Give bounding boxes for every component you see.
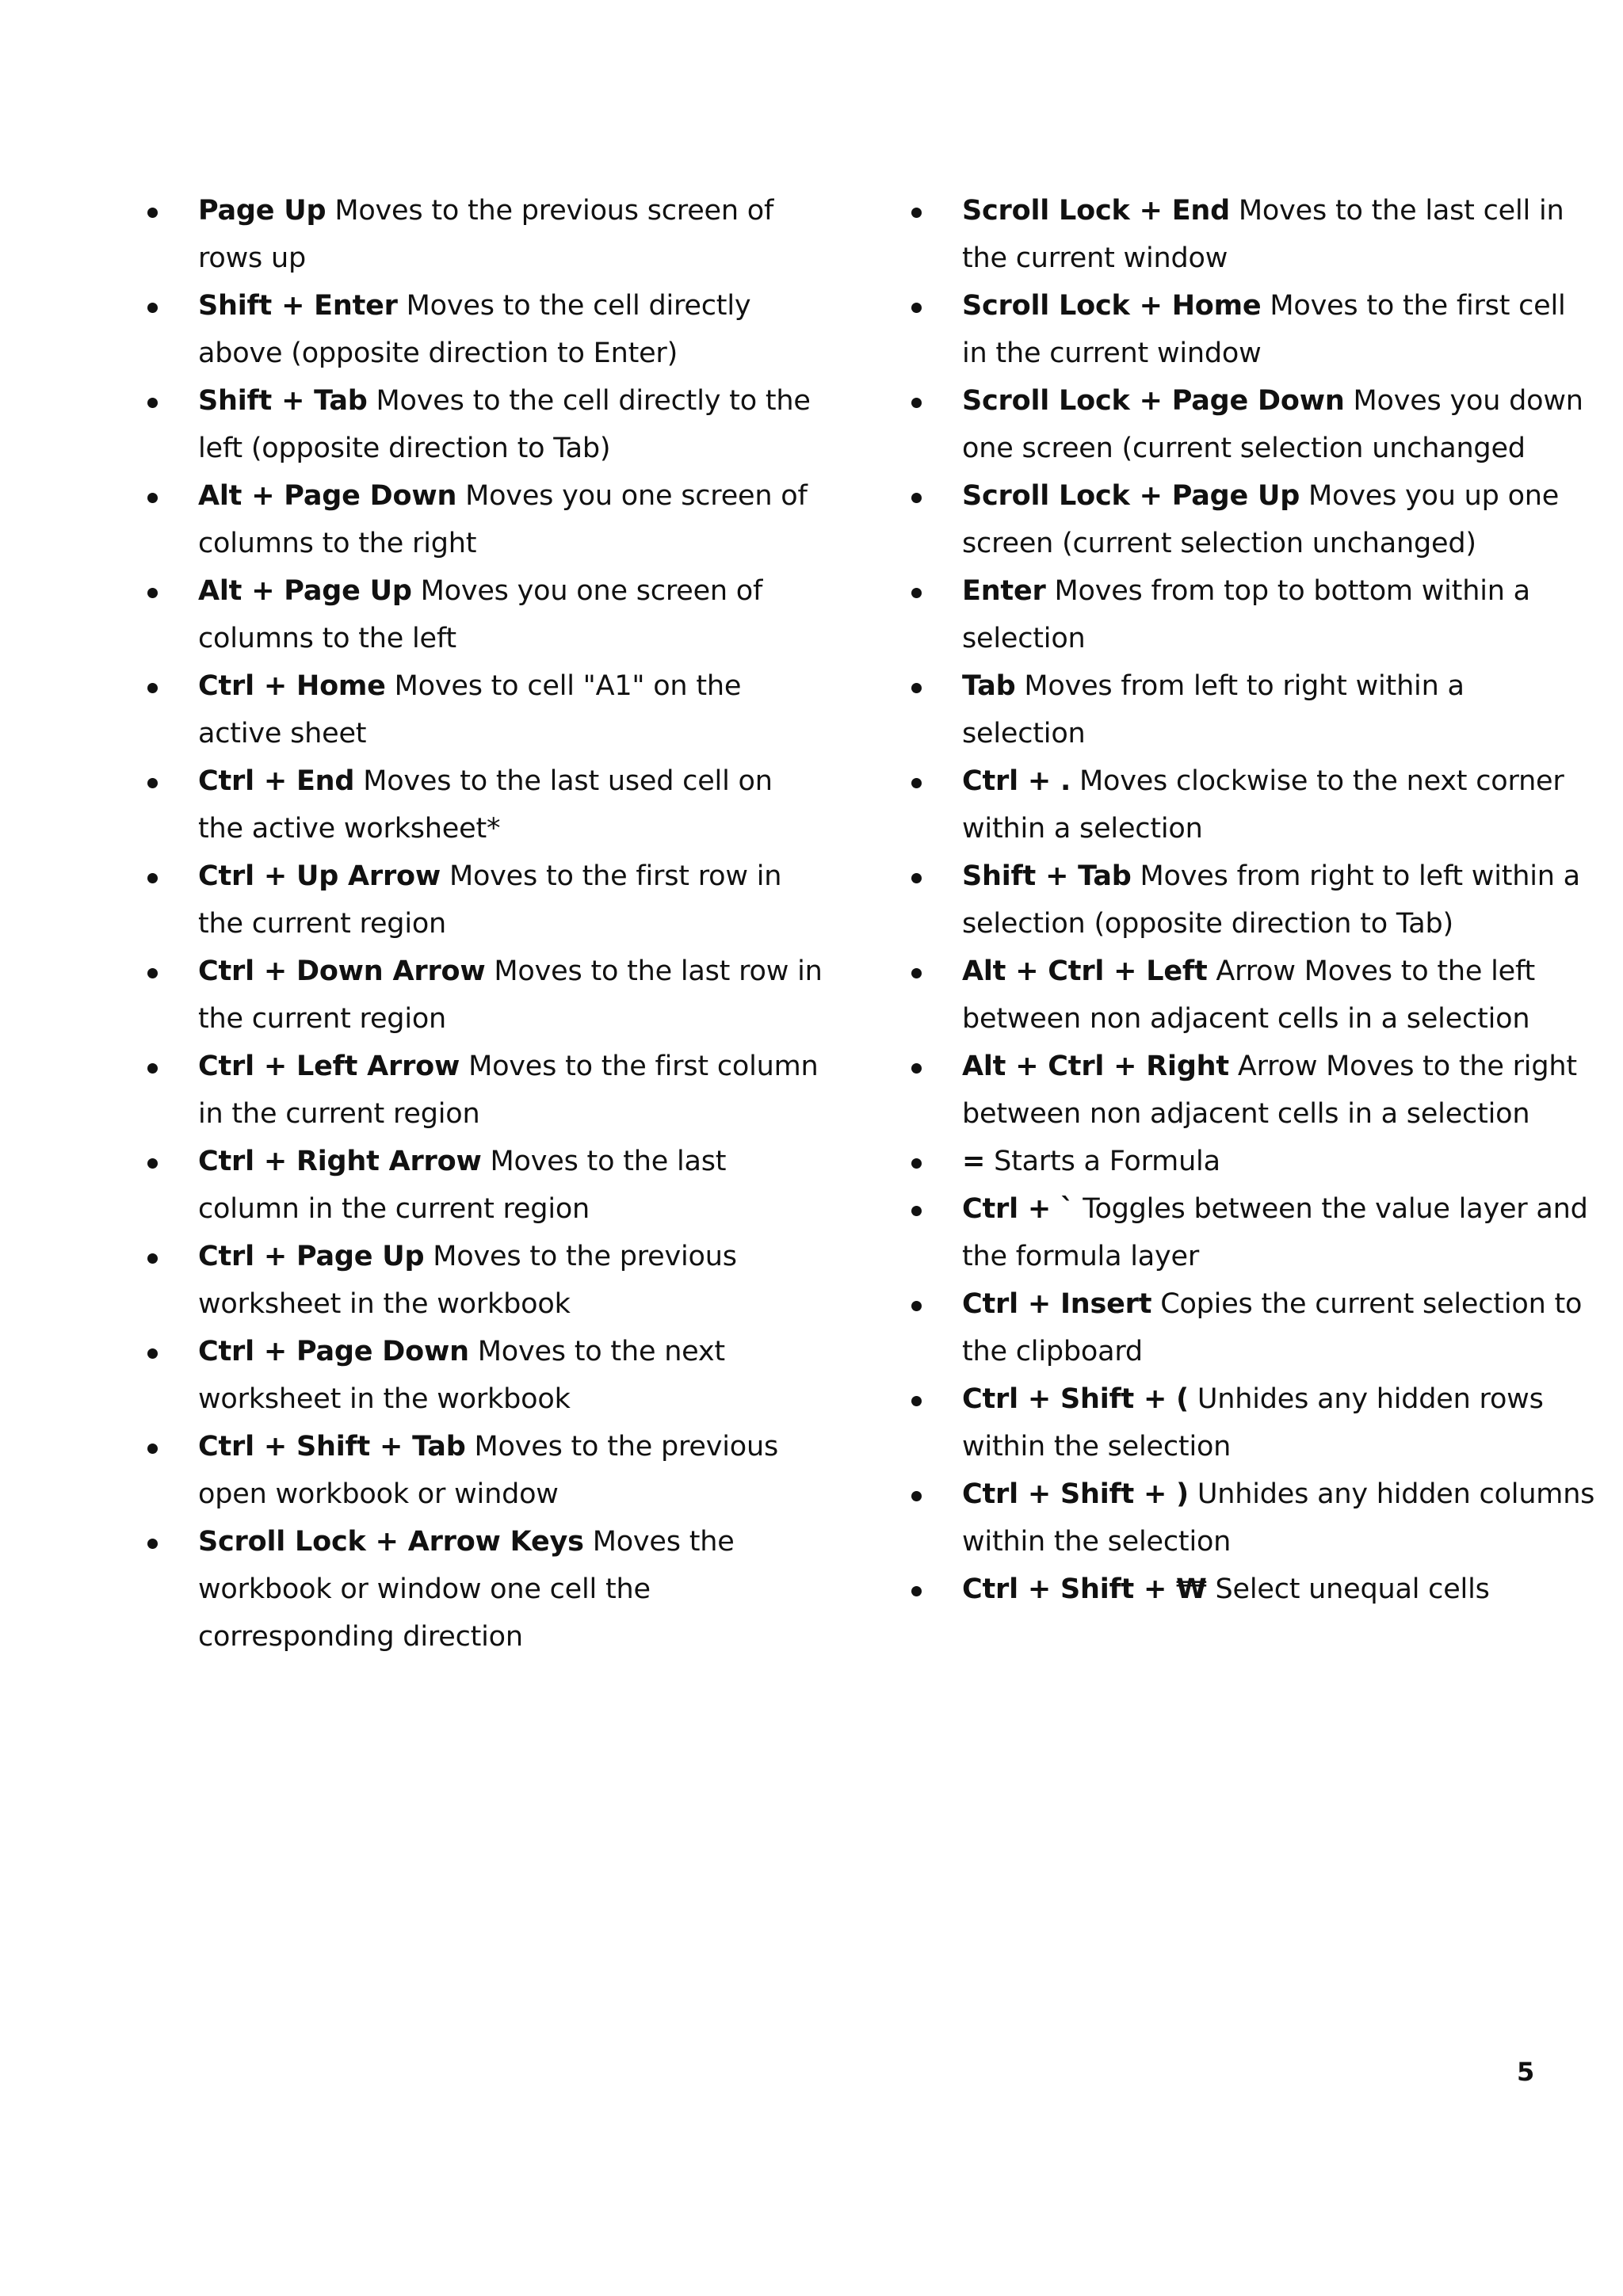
- shortcut-text: Toggles between the value layer and: [1074, 1193, 1588, 1225]
- item-continuation: worksheet in the workbook: [198, 1383, 571, 1415]
- list-item: [911, 1280, 1583, 1375]
- item-continuation: workbook or window one cell the: [198, 1573, 651, 1605]
- item-continuation: in the current window: [962, 338, 1262, 369]
- bullet-icon: [147, 208, 158, 218]
- item-continuation: columns to the left: [198, 623, 456, 654]
- item-continuation: within a selection: [962, 813, 1203, 845]
- bullet-icon: [911, 588, 922, 598]
- shortcut-key: Scroll Lock + Page Down: [962, 385, 1345, 417]
- item-continuation: the current region: [198, 1003, 447, 1035]
- list-item: [911, 1470, 1595, 1566]
- item-line: [198, 1138, 797, 1185]
- item-continuation: screen (current selection unchanged): [962, 528, 1476, 559]
- shortcut-text: Moves to the last used cell on: [354, 765, 773, 797]
- item-line: [962, 282, 1566, 330]
- list-item: [147, 377, 811, 472]
- item-line: [962, 757, 1564, 805]
- shortcut-text: Moves you up one: [1300, 480, 1560, 512]
- list-item: [911, 1566, 1545, 1613]
- shortcut-text: Moves you one screen of: [456, 480, 808, 512]
- shortcut-text: Starts a Formula: [985, 1146, 1220, 1177]
- shortcut-key: Page Up: [198, 195, 327, 227]
- bullet-icon: [911, 208, 922, 218]
- item-line: [962, 187, 1564, 235]
- shortcut-key: Ctrl + End: [198, 765, 355, 797]
- item-continuation: within the selection: [962, 1526, 1232, 1558]
- shortcut-key: Ctrl + Shift + ₩: [962, 1573, 1207, 1605]
- bullet-icon: [911, 778, 922, 788]
- shortcut-key: Shift + Tab: [962, 860, 1132, 892]
- item-continuation: open workbook or window: [198, 1478, 559, 1510]
- bullet-icon: [147, 493, 158, 503]
- item-line: [962, 377, 1583, 425]
- shortcut-text: Arrow Moves to the left: [1207, 955, 1536, 987]
- shortcut-key: Alt + Page Up: [198, 575, 412, 607]
- item-line: [962, 1470, 1595, 1518]
- item-line: [962, 1043, 1577, 1090]
- item-continuation: the current window: [962, 242, 1228, 274]
- shortcut-text: Select unequal cells: [1206, 1573, 1490, 1605]
- item-continuation: the active worksheet*: [198, 813, 501, 845]
- bullet-icon: [911, 1206, 922, 1216]
- shortcut-key: Ctrl + `: [962, 1193, 1075, 1225]
- shortcut-text: Moves to cell "A1" on the: [385, 670, 742, 702]
- shortcut-text: Moves to the next: [468, 1336, 725, 1367]
- shortcut-text: Copies the current selection to: [1151, 1288, 1583, 1320]
- item-continuation: the formula layer: [962, 1241, 1200, 1272]
- item-line: [198, 187, 797, 235]
- bullet-icon: [911, 683, 922, 693]
- shortcut-key: Ctrl + Up Arrow: [198, 860, 441, 892]
- list-item: [147, 948, 823, 1043]
- list-item: [911, 1375, 1545, 1470]
- shortcut-key: Ctrl + Shift + ): [962, 1478, 1189, 1510]
- bullet-icon: [911, 493, 922, 503]
- bullet-icon: [911, 398, 922, 408]
- list-item: [147, 1138, 797, 1233]
- shortcut-text: Moves to the last row in: [485, 955, 823, 987]
- bullet-icon: [147, 398, 158, 408]
- bullet-icon: [147, 1253, 158, 1264]
- shortcut-key: Scroll Lock + End: [962, 195, 1230, 227]
- shortcut-key: Alt + Ctrl + Right: [962, 1051, 1229, 1082]
- item-line: [198, 1328, 797, 1375]
- shortcut-text: Unhides any hidden columns: [1188, 1478, 1595, 1510]
- bullet-icon: [147, 1444, 158, 1454]
- shortcut-key: Ctrl + Shift + (: [962, 1383, 1189, 1415]
- shortcut-text: Moves to the first cell: [1261, 290, 1566, 322]
- shortcut-key: Scroll Lock + Page Up: [962, 480, 1300, 512]
- item-continuation: active sheet: [198, 718, 367, 749]
- item-line: [962, 567, 1545, 615]
- bullet-icon: [911, 303, 922, 313]
- item-line: [962, 948, 1545, 995]
- list-item: [911, 567, 1545, 662]
- list-item: [911, 948, 1545, 1043]
- item-continuation: columns to the right: [198, 528, 477, 559]
- list-item: [147, 282, 797, 377]
- bullet-icon: [911, 1586, 922, 1596]
- bullet-icon: [911, 1063, 922, 1074]
- bullet-icon: [147, 683, 158, 693]
- item-continuation: corresponding direction: [198, 1621, 523, 1653]
- shortcut-key: Ctrl + Page Up: [198, 1241, 425, 1272]
- item-line: [962, 1280, 1583, 1328]
- item-line: [198, 377, 811, 425]
- list-item: [911, 852, 1580, 948]
- shortcut-text: Moves you one screen of: [411, 575, 763, 607]
- item-line: [198, 1233, 797, 1280]
- shortcut-text: Moves to the first row in: [441, 860, 782, 892]
- shortcut-key: Scroll Lock + Arrow Keys: [198, 1526, 584, 1558]
- shortcut-text: Moves you down: [1344, 385, 1583, 417]
- item-continuation: the current region: [198, 908, 447, 940]
- list-item: [911, 187, 1564, 282]
- item-line: [198, 1043, 819, 1090]
- bullet-icon: [147, 968, 158, 978]
- shortcut-text: Moves the: [583, 1526, 735, 1558]
- list-item: [147, 472, 808, 567]
- bullet-icon: [147, 1348, 158, 1359]
- item-continuation: rows up: [198, 242, 307, 274]
- shortcut-key: Alt + Page Down: [198, 480, 457, 512]
- bullet-icon: [147, 873, 158, 883]
- item-continuation: selection: [962, 623, 1086, 654]
- shortcut-text: Moves to the previous screen of: [326, 195, 774, 227]
- shortcut-text: Moves to the last: [481, 1146, 727, 1177]
- left-shortcut-list: [147, 187, 823, 1661]
- bullet-icon: [911, 1158, 922, 1169]
- shortcut-text: Moves to the last cell in: [1230, 195, 1564, 227]
- item-line: [198, 757, 797, 805]
- list-item: [911, 1138, 1545, 1185]
- item-continuation: selection: [962, 718, 1086, 749]
- list-item: [147, 187, 797, 282]
- item-line: [198, 948, 823, 995]
- shortcut-key: Scroll Lock + Home: [962, 290, 1262, 322]
- bullet-icon: [147, 778, 158, 788]
- shortcut-text: Moves from left to right within a: [1015, 670, 1465, 702]
- shortcut-key: Tab: [962, 670, 1016, 702]
- shortcut-key: Ctrl + Insert: [962, 1288, 1152, 1320]
- shortcut-key: Ctrl + Shift + Tab: [198, 1431, 466, 1463]
- item-line: [962, 1185, 1588, 1233]
- item-line: [198, 567, 797, 615]
- list-item: [911, 377, 1583, 472]
- list-item: [147, 1233, 797, 1328]
- shortcut-text: Moves to the cell directly to the: [367, 385, 811, 417]
- item-line: [962, 852, 1580, 900]
- shortcut-text: Moves to the cell directly: [397, 290, 751, 322]
- shortcut-text: Moves to the first column: [460, 1051, 819, 1082]
- shortcut-text: Unhides any hidden rows: [1188, 1383, 1544, 1415]
- shortcut-text: Moves clockwise to the next corner: [1071, 765, 1564, 797]
- item-continuation: the clipboard: [962, 1336, 1143, 1367]
- shortcut-key: =: [962, 1146, 986, 1177]
- shortcut-key: Ctrl + .: [962, 765, 1071, 797]
- list-item: [147, 757, 797, 852]
- item-continuation: one screen (current selection unchanged: [962, 433, 1526, 464]
- shortcut-key: Ctrl + Left Arrow: [198, 1051, 460, 1082]
- item-line: [198, 852, 797, 900]
- shortcut-key: Ctrl + Right Arrow: [198, 1146, 482, 1177]
- shortcut-key: Alt + Ctrl + Left: [962, 955, 1208, 987]
- shortcut-key: Ctrl + Home: [198, 670, 386, 702]
- list-item: [147, 1518, 797, 1661]
- shortcut-text: Moves to the previous: [465, 1431, 779, 1463]
- item-continuation: above (opposite direction to Enter): [198, 338, 678, 369]
- item-line: [962, 1566, 1545, 1613]
- item-continuation: between non adjacent cells in a selection: [962, 1003, 1530, 1035]
- bullet-icon: [911, 1491, 922, 1501]
- item-line: [198, 282, 797, 330]
- item-line: [962, 1375, 1545, 1423]
- list-item: [911, 282, 1566, 377]
- bullet-icon: [911, 1301, 922, 1311]
- list-item: [147, 567, 797, 662]
- item-line: [198, 1423, 797, 1470]
- bullet-icon: [147, 588, 158, 598]
- item-line: [198, 662, 797, 710]
- bullet-icon: [147, 1539, 158, 1549]
- shortcut-text: Moves from right to left within a: [1131, 860, 1580, 892]
- bullet-icon: [147, 1158, 158, 1169]
- item-continuation: column in the current region: [198, 1193, 590, 1225]
- bullet-icon: [147, 1063, 158, 1074]
- bullet-icon: [911, 1396, 922, 1406]
- list-item: [147, 1423, 797, 1518]
- item-continuation: in the current region: [198, 1098, 480, 1130]
- item-line: [198, 472, 808, 520]
- item-continuation: left (opposite direction to Tab): [198, 433, 611, 464]
- shortcut-key: Enter: [962, 575, 1046, 607]
- list-item: [911, 472, 1560, 567]
- item-continuation: worksheet in the workbook: [198, 1288, 571, 1320]
- shortcut-key: Ctrl + Down Arrow: [198, 955, 486, 987]
- item-line: [198, 1518, 797, 1566]
- list-item: [911, 757, 1564, 852]
- item-continuation: within the selection: [962, 1431, 1232, 1463]
- list-item: [147, 1328, 797, 1423]
- shortcut-key: Shift + Tab: [198, 385, 368, 417]
- item-line: [962, 1138, 1545, 1185]
- list-item: [911, 662, 1545, 757]
- item-line: [962, 662, 1545, 710]
- list-item: [911, 1185, 1588, 1280]
- item-continuation: between non adjacent cells in a selection: [962, 1098, 1530, 1130]
- shortcut-text: Arrow Moves to the right: [1228, 1051, 1577, 1082]
- bullet-icon: [911, 968, 922, 978]
- shortcut-key: Shift + Enter: [198, 290, 398, 322]
- list-item: [147, 852, 797, 948]
- right-shortcut-list: [911, 187, 1595, 1613]
- item-line: [962, 472, 1560, 520]
- shortcut-text: Moves to the previous: [424, 1241, 737, 1272]
- page-number: 5: [1517, 2057, 1535, 2087]
- shortcut-key: Ctrl + Page Down: [198, 1336, 469, 1367]
- item-continuation: selection (opposite direction to Tab): [962, 908, 1453, 940]
- list-item: [147, 1043, 819, 1138]
- list-item: [911, 1043, 1577, 1138]
- list-item: [147, 662, 797, 757]
- shortcut-text: Moves from top to bottom within a: [1045, 575, 1530, 607]
- bullet-icon: [911, 873, 922, 883]
- bullet-icon: [147, 303, 158, 313]
